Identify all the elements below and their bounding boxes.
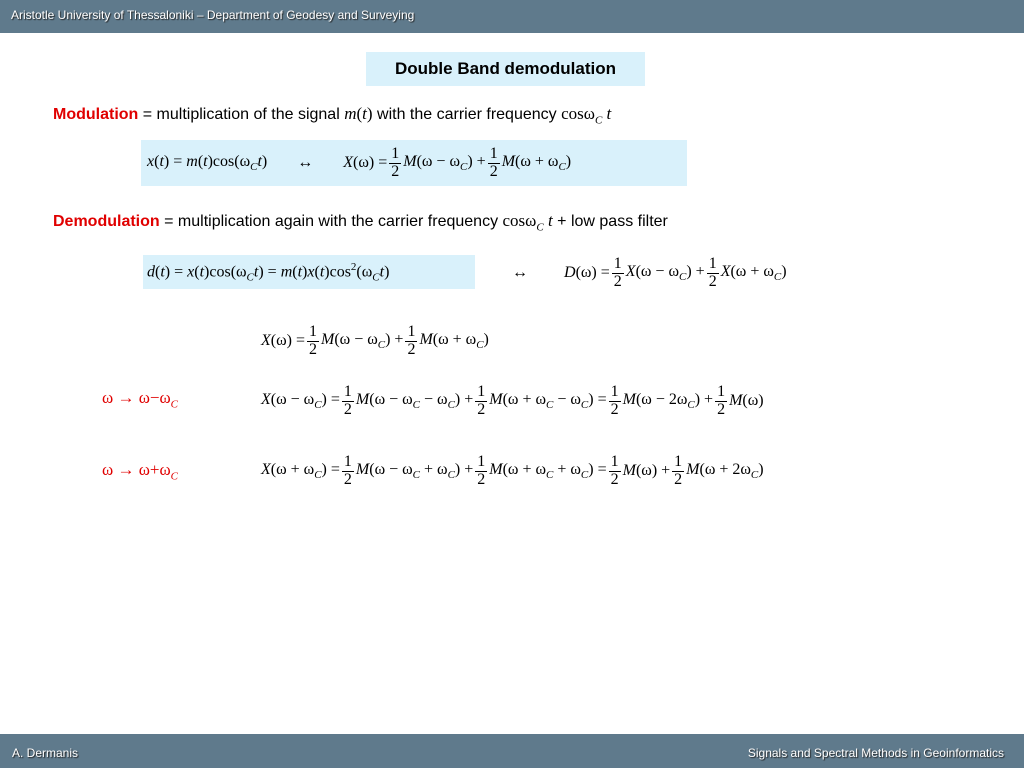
slide-title: Double Band demodulation — [366, 52, 645, 86]
demodulation-keyword: Demodulation — [53, 213, 160, 230]
mapping-minus-sub: C — [170, 398, 178, 411]
spectrum-formula: X(ω) = $\frac{1}{2}$ $M(\omega - \omega_C)$ + $\frac{1}{2}$ $M(\omega + \omega_C)$ — [261, 322, 489, 358]
modulation-text-2: with the carrier frequency — [372, 106, 562, 123]
header-bar — [0, 0, 1024, 33]
shift-minus-formula: $X(\omega - \omega_C)$ = $\frac{1}{2}$ $M(\omega - \omega_C - \omega_C)$ + $\frac{1}{2}$ $M(\omega + \omega_C - \omega_C)$ = $\frac{1}{2}$ $M(\omega - 2\omega_C)$ + $\frac{1}{2}$ M(ω) — [261, 382, 764, 418]
demodulation-formula: $d(t) = x(t)\cos(\omega_Ct) = m(t)x(t)\cos^2(\omega_Ct)$ — [143, 255, 475, 289]
mapping-plus-sub: C — [170, 470, 178, 483]
modulation-text: = multiplication of the signal — [138, 106, 345, 123]
modulation-formula: $x(t) = m(t)\cos(\omega_Ct)$ ↔ X(ω) = $\frac{1}{2}$ $M(\omega - \omega_C)$ + $\frac{1}{2}$ $M(\omega + \omega_C)$ — [141, 140, 687, 186]
mapping-plus — [102, 460, 178, 482]
demodulation-spectrum-formula: ↔ D(ω) = $\frac{1}{2}$ $X(\omega - \omega_C)$ + $\frac{1}{2}$ $X(\omega + \omega_C)$ — [512, 254, 787, 290]
demodulation-text: = multiplication again with the carrier frequency — [159, 213, 503, 230]
header-text: Aristotle University of Thessaloniki – Department of Geodesy and Surveying — [11, 8, 415, 22]
demodulation-line: Demodulation = multiplication again with the carrier frequency cosω$_C$ t + low pass filter — [53, 211, 668, 234]
footer-author: A. Dermanis — [12, 746, 79, 760]
mapping-minus-text: ω → ω−ω — [102, 388, 171, 407]
mapping-minus — [102, 388, 178, 410]
footer-course: Signals and Spectral Methods in Geoinformatics — [747, 746, 1004, 760]
modulation-line: Modulation = multiplication of the signal m(t) with the carrier frequency cosω$_C$ t — [53, 104, 612, 127]
mapping-plus-text: ω → ω+ω — [102, 460, 171, 479]
modulation-keyword: Modulation — [53, 106, 139, 123]
footer-bar — [0, 734, 1024, 768]
shift-plus-formula: $X(\omega + \omega_C)$ = $\frac{1}{2}$ $M(\omega - \omega_C + \omega_C)$ + $\frac{1}{2}$ $M(\omega + \omega_C + \omega_C)$ = $\frac{1}{2}$ M(ω) + $\frac{1}{2}$ $M(\omega + 2\omega_C)$ — [261, 452, 764, 488]
demodulation-text-2: + low pass filter — [552, 213, 668, 230]
